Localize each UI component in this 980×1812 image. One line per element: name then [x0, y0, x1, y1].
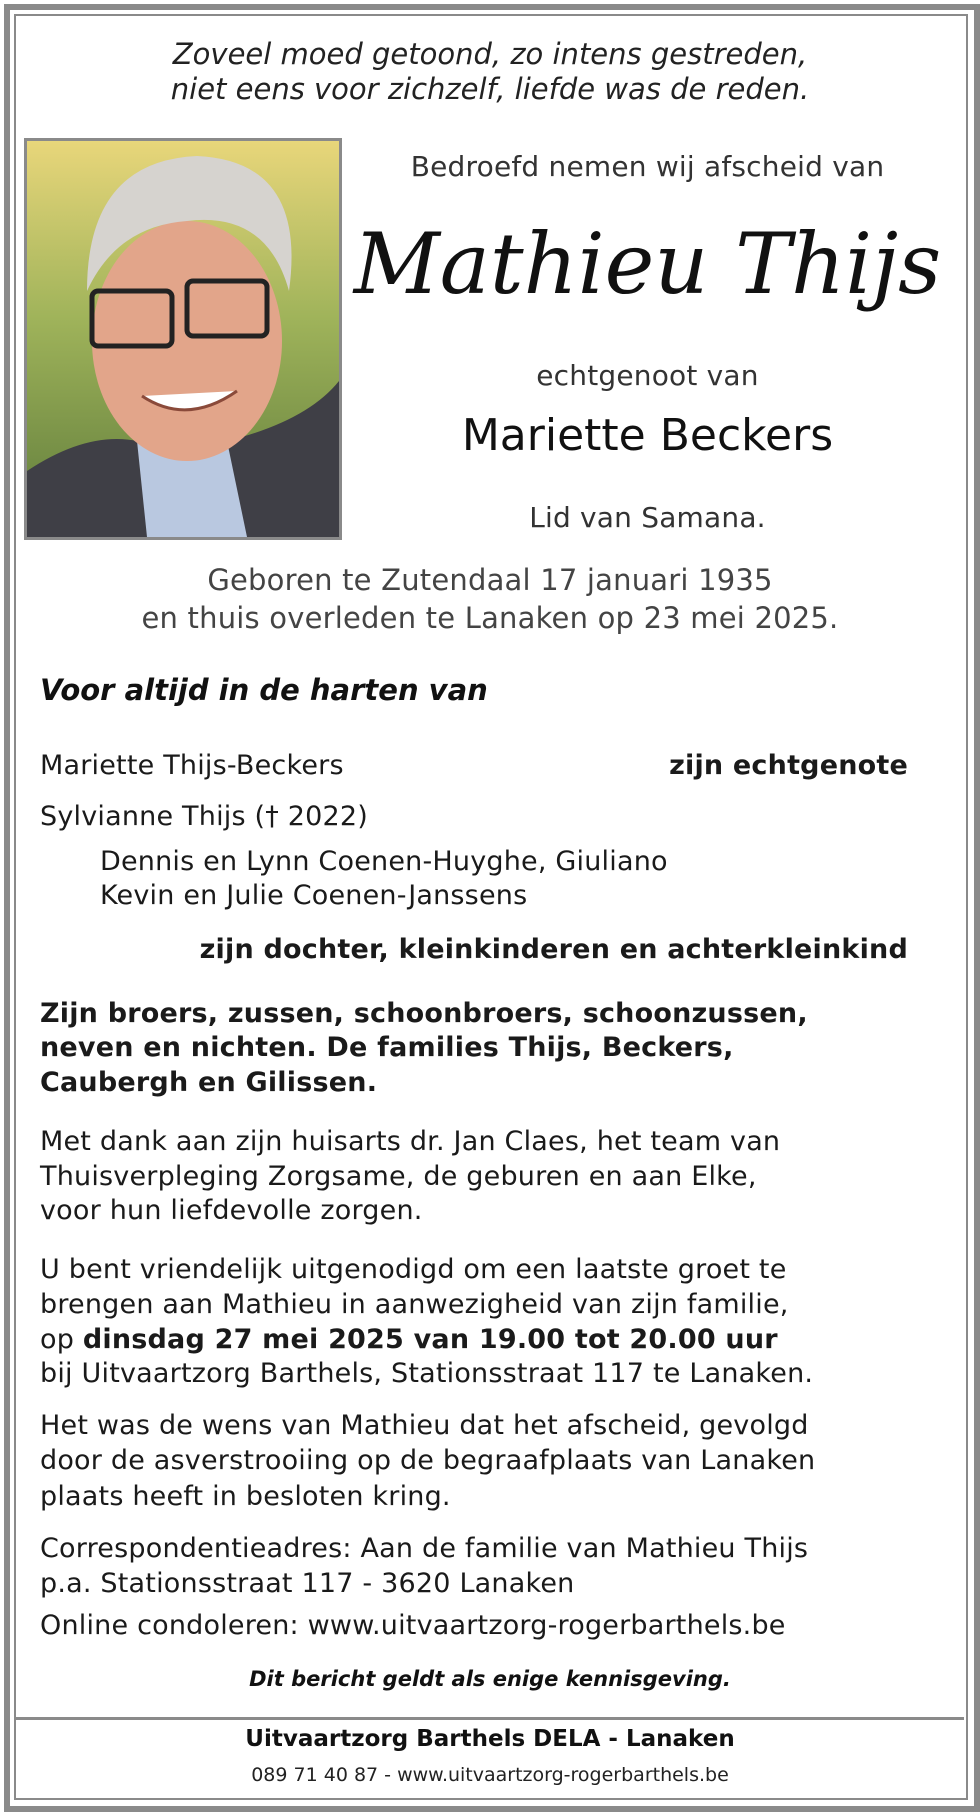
- visitation-line-4: bij Uitvaartzorg Barthels, Stationsstraat 117 te Lanaken.: [40, 1358, 814, 1389]
- deceased-name: Mathieu Thijs: [353, 215, 942, 313]
- extended-family-1: Zijn broers, zussen, schoonbroers, schoonzussen,: [40, 998, 808, 1029]
- wish-line-2: door de asverstrooiing op de begraafplaats van Lanaken: [40, 1445, 816, 1476]
- correspondence-line-1: Correspondentieadres: Aan de familie van Mathieu Thijs: [40, 1533, 809, 1564]
- footer-divider: [16, 1717, 964, 1720]
- visitation-line-3: [40, 1326, 778, 1353]
- online-condolence-link[interactable]: Online condoleren: www.uitvaartzorg-rogerbarthels.be: [40, 1610, 786, 1641]
- portrait-photo: [24, 138, 342, 540]
- spouse-intro: echtgenoot van: [536, 359, 759, 392]
- quote-line-2: niet eens voor zichzelf, liefde was de reden.: [170, 72, 810, 106]
- birth-line: Geboren te Zutendaal 17 januari 1935: [207, 563, 773, 597]
- footer-company: Uitvaartzorg Barthels DELA - Lanaken: [245, 1726, 735, 1752]
- intro-text: Bedroefd nemen wij afscheid van: [410, 150, 885, 183]
- footer-contact: 089 71 40 87 - www.uitvaartzorg-rogerbarthels.be: [251, 1764, 729, 1786]
- spouse-name: Mariette Beckers: [461, 410, 834, 461]
- thanks-line-2: Thuisverpleging Zorgsame, de geburen en aan Elke,: [40, 1161, 757, 1192]
- visitation-prefix: op: [40, 1324, 83, 1355]
- correspondence-line-2: p.a. Stationsstraat 117 - 3620 Lanaken: [40, 1568, 575, 1599]
- family-spouse: Mariette Thijs-Beckers: [40, 750, 344, 781]
- extended-family-2: neven en nichten. De families Thijs, Beckers,: [40, 1032, 734, 1063]
- death-line: en thuis overleden te Lanaken op 23 mei 2025.: [141, 601, 839, 635]
- children-relation: zijn dochter, kleinkinderen en achterkleinkind: [199, 934, 908, 965]
- extended-family-3: Caubergh en Gilissen.: [40, 1067, 378, 1098]
- notice-text: Dit bericht geldt als enige kennisgeving.: [249, 1667, 731, 1691]
- wish-line-1: Het was de wens van Mathieu dat het afscheid, gevolgd: [40, 1410, 809, 1441]
- family-daughter: Sylvianne Thijs († 2022): [40, 801, 368, 832]
- grandchildren-line-2: Kevin en Julie Coenen-Janssens: [100, 880, 528, 911]
- spouse-relation: zijn echtgenote: [669, 750, 908, 781]
- thanks-line-1: Met dank aan zijn huisarts dr. Jan Claes, het team van: [40, 1126, 781, 1157]
- visitation-line-2: brengen aan Mathieu in aanwezigheid van zijn familie,: [40, 1289, 789, 1320]
- visitation-line-1: U bent vriendelijk uitgenodigd om een laatste groet te: [40, 1254, 787, 1285]
- family-heading: Voor altijd in de harten van: [40, 673, 488, 707]
- wish-line-3: plaats heeft in besloten kring.: [40, 1481, 451, 1512]
- quote-line-1: Zoveel moed getoond, zo intens gestreden,: [172, 37, 808, 71]
- visitation-datetime: dinsdag 27 mei 2025 van 19.00 tot 20.00 uur: [82, 1324, 778, 1355]
- grandchildren-line-1: Dennis en Lynn Coenen-Huyghe, Giuliano: [100, 846, 668, 877]
- membership: Lid van Samana.: [529, 501, 766, 534]
- thanks-line-3: voor hun liefdevolle zorgen.: [40, 1195, 423, 1226]
